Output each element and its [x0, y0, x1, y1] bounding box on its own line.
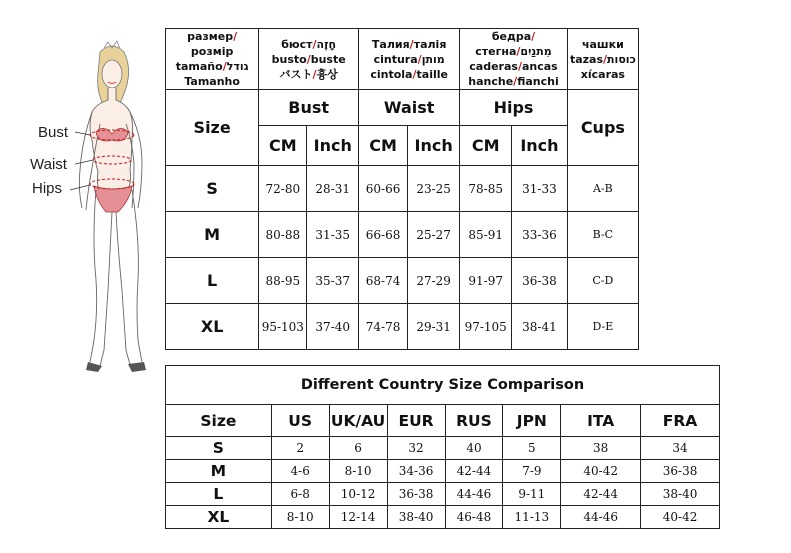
hips-label: Hips [32, 180, 63, 197]
country-value-cell: 8-10 [271, 506, 329, 529]
size-row [166, 258, 639, 304]
country-value-cell: 11-13 [503, 506, 561, 529]
bust-cm-header: CM [259, 126, 307, 166]
bust-cm-cell: 80-88 [259, 212, 307, 258]
country-value-cell: 6-8 [271, 483, 329, 506]
country-value-cell: 12-14 [329, 506, 387, 529]
hips-multilang-header: бедра/стегна/מִתנַיִם caderas/ancas hanche/fianchi [460, 29, 567, 90]
cups-cell: B-C [567, 212, 638, 258]
cups-multilang-header: чашки tazas/כוסות xícaras [567, 29, 638, 90]
size-cell: XL [166, 506, 272, 529]
country-value-cell: 44-46 [445, 483, 503, 506]
country-row [166, 483, 720, 506]
country-value-cell: 42-44 [445, 460, 503, 483]
bust-cm-cell: 88-95 [259, 258, 307, 304]
size-cell: XL [166, 304, 259, 350]
cups-cell: A-B [567, 166, 638, 212]
country-row [166, 506, 720, 529]
waist-cm-header: CM [359, 126, 408, 166]
waist-cm-cell: 60-66 [359, 166, 408, 212]
country-value-cell: 38 [561, 437, 641, 460]
country-header-eur: EUR [387, 405, 445, 437]
country-value-cell: 32 [387, 437, 445, 460]
cups-header: Cups [567, 90, 638, 166]
country-value-cell: 34 [641, 437, 720, 460]
size-cell: L [166, 258, 259, 304]
size-cell: S [166, 437, 272, 460]
hips-inch-header: Inch [512, 126, 568, 166]
waist-inch-header: Inch [408, 126, 460, 166]
hips-cm-header: CM [460, 126, 512, 166]
country-value-cell: 36-38 [641, 460, 720, 483]
waist-multilang-header: Талия/талія cintura/מותן cintola/taille [359, 29, 460, 90]
country-header-uk-au: UK/AU [329, 405, 387, 437]
bust-in-cell: 28-31 [307, 166, 359, 212]
country-header-ita: ITA [561, 405, 641, 437]
hips-cm-cell: 85-91 [460, 212, 512, 258]
bust-label: Bust [38, 124, 69, 141]
country-value-cell: 40-42 [641, 506, 720, 529]
size-cell: M [166, 460, 272, 483]
country-value-cell: 42-44 [561, 483, 641, 506]
country-value-cell: 44-46 [561, 506, 641, 529]
country-value-cell: 4-6 [271, 460, 329, 483]
country-value-cell: 6 [329, 437, 387, 460]
bust-cm-cell: 95-103 [259, 304, 307, 350]
size-row [166, 166, 639, 212]
bust-in-cell: 37-40 [307, 304, 359, 350]
waist-in-cell: 27-29 [408, 258, 460, 304]
hips-cm-cell: 97-105 [460, 304, 512, 350]
country-value-cell: 8-10 [329, 460, 387, 483]
country-value-cell: 46-48 [445, 506, 503, 529]
bust-inch-header: Inch [307, 126, 359, 166]
cups-cell: D-E [567, 304, 638, 350]
country-header-us: US [271, 405, 329, 437]
bust-in-cell: 35-37 [307, 258, 359, 304]
size-header: Size [166, 90, 259, 166]
size-row [166, 304, 639, 350]
size-cell: L [166, 483, 272, 506]
country-value-cell: 7-9 [503, 460, 561, 483]
waist-cm-cell: 74-78 [359, 304, 408, 350]
waist-in-cell: 23-25 [408, 166, 460, 212]
hips-cm-cell: 91-97 [460, 258, 512, 304]
woman-figure-illustration [0, 40, 170, 380]
waist-header: Waist [359, 90, 460, 126]
country-value-cell: 36-38 [387, 483, 445, 506]
hips-in-cell: 33-36 [512, 212, 568, 258]
country-row [166, 460, 720, 483]
bust-multilang-header: бюст/חָזֶה busto/buste バスト/흉상 [259, 29, 359, 90]
country-table-title: Different Country Size Comparison [166, 366, 720, 405]
size-cell: M [166, 212, 259, 258]
country-value-cell: 38-40 [641, 483, 720, 506]
bust-header: Bust [259, 90, 359, 126]
waist-label: Waist [30, 156, 67, 173]
country-value-cell: 34-36 [387, 460, 445, 483]
country-value-cell: 2 [271, 437, 329, 460]
bust-in-cell: 31-35 [307, 212, 359, 258]
country-value-cell: 40-42 [561, 460, 641, 483]
bust-cm-cell: 72-80 [259, 166, 307, 212]
waist-in-cell: 25-27 [408, 212, 460, 258]
country-value-cell: 9-11 [503, 483, 561, 506]
country-header-rus: RUS [445, 405, 503, 437]
hips-in-cell: 31-33 [512, 166, 568, 212]
size-chart-table [165, 28, 639, 350]
cups-cell: C-D [567, 258, 638, 304]
country-header-jpn: JPN [503, 405, 561, 437]
country-size-comparison-table [165, 365, 720, 529]
hips-header: Hips [460, 90, 567, 126]
waist-in-cell: 29-31 [408, 304, 460, 350]
waist-cm-cell: 66-68 [359, 212, 408, 258]
country-value-cell: 10-12 [329, 483, 387, 506]
country-header-size: Size [166, 405, 272, 437]
country-value-cell: 5 [503, 437, 561, 460]
country-header-fra: FRA [641, 405, 720, 437]
country-value-cell: 38-40 [387, 506, 445, 529]
country-value-cell: 40 [445, 437, 503, 460]
size-row [166, 212, 639, 258]
country-row [166, 437, 720, 460]
size-cell: S [166, 166, 259, 212]
size-multilang-header: размер/розмір tamaño/גודל Tamanho [166, 29, 259, 90]
hips-in-cell: 36-38 [512, 258, 568, 304]
hips-in-cell: 38-41 [512, 304, 568, 350]
waist-cm-cell: 68-74 [359, 258, 408, 304]
hips-cm-cell: 78-85 [460, 166, 512, 212]
